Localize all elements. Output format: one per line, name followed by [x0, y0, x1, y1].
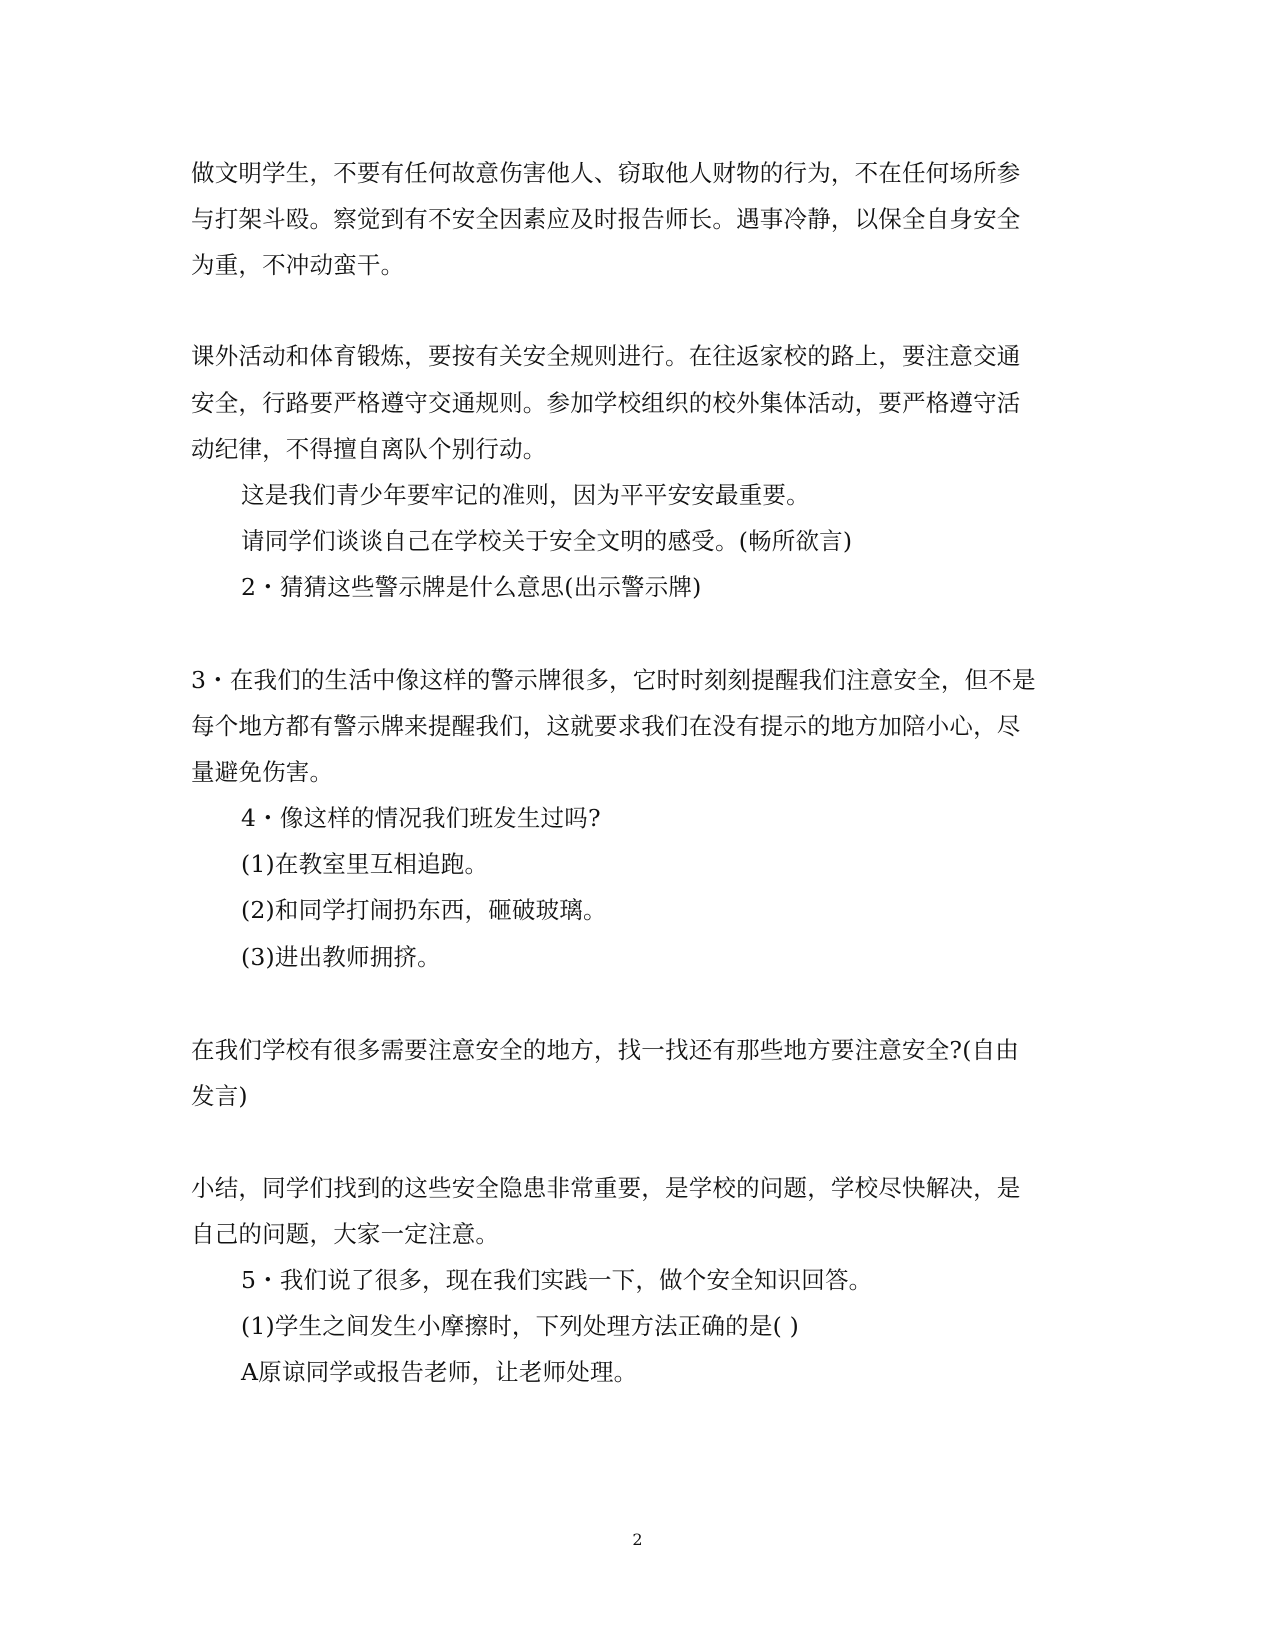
paragraph-line: A原谅同学或报告老师，让老师处理。 [241, 1358, 638, 1386]
paragraph-line: 4・像这样的情况我们班发生过吗? [241, 804, 601, 832]
paragraph-line: 与打架斗殴。察觉到有不安全因素应及时报告师长。遇事冷静，以保全自身安全 [191, 205, 1021, 233]
paragraph-line: (2)和同学打闹扔东西，砸破玻璃。 [241, 896, 607, 924]
paragraph-line: 每个地方都有警示牌来提醒我们，这就要求我们在没有提示的地方加陪小心，尽 [191, 712, 1021, 740]
paragraph-line: 小结，同学们找到的这些安全隐患非常重要，是学校的问题，学校尽快解决，是 [191, 1174, 1021, 1202]
paragraph-line: 安全，行路要严格遵守交通规则。参加学校组织的校外集体活动，要严格遵守活 [191, 389, 1021, 417]
paragraph-line: 量避免伤害。 [191, 758, 334, 786]
paragraph-line: 请同学们谈谈自己在学校关于安全文明的感受。(畅所欲言) [241, 527, 853, 555]
paragraph-line: 发言) [191, 1082, 248, 1110]
paragraph-line: (3)进出教师拥挤。 [241, 943, 441, 971]
paragraph-line: 课外活动和体育锻炼，要按有关安全规则进行。在往返家校的路上，要注意交通 [191, 342, 1021, 370]
paragraph-line: (1)学生之间发生小摩擦时，下列处理方法正确的是( ) [241, 1312, 799, 1340]
paragraph-line: 在我们学校有很多需要注意安全的地方，找一找还有那些地方要注意安全?(自由 [191, 1036, 1019, 1064]
paragraph-line: 这是我们青少年要牢记的准则，因为平平安安最重要。 [241, 481, 810, 509]
paragraph-line: 做文明学生，不要有任何故意伤害他人、窃取他人财物的行为，不在任何场所参 [191, 159, 1021, 187]
paragraph-line: 自己的问题，大家一定注意。 [191, 1220, 500, 1248]
paragraph-line: 3・在我们的生活中像这样的警示牌很多，它时时刻刻提醒我们注意安全，但不是 [191, 666, 1036, 694]
paragraph-line: 2・猜猜这些警示牌是什么意思(出示警示牌) [241, 573, 702, 601]
paragraph-line: 为重，不冲动蛮干。 [191, 251, 405, 279]
paragraph-line: 5・我们说了很多，现在我们实践一下，做个安全知识回答。 [241, 1266, 873, 1294]
paragraph-line: 动纪律，不得擅自离队个别行动。 [191, 435, 547, 463]
page-number: 2 [632, 1530, 643, 1549]
paragraph-line: (1)在教室里互相追跑。 [241, 850, 489, 878]
